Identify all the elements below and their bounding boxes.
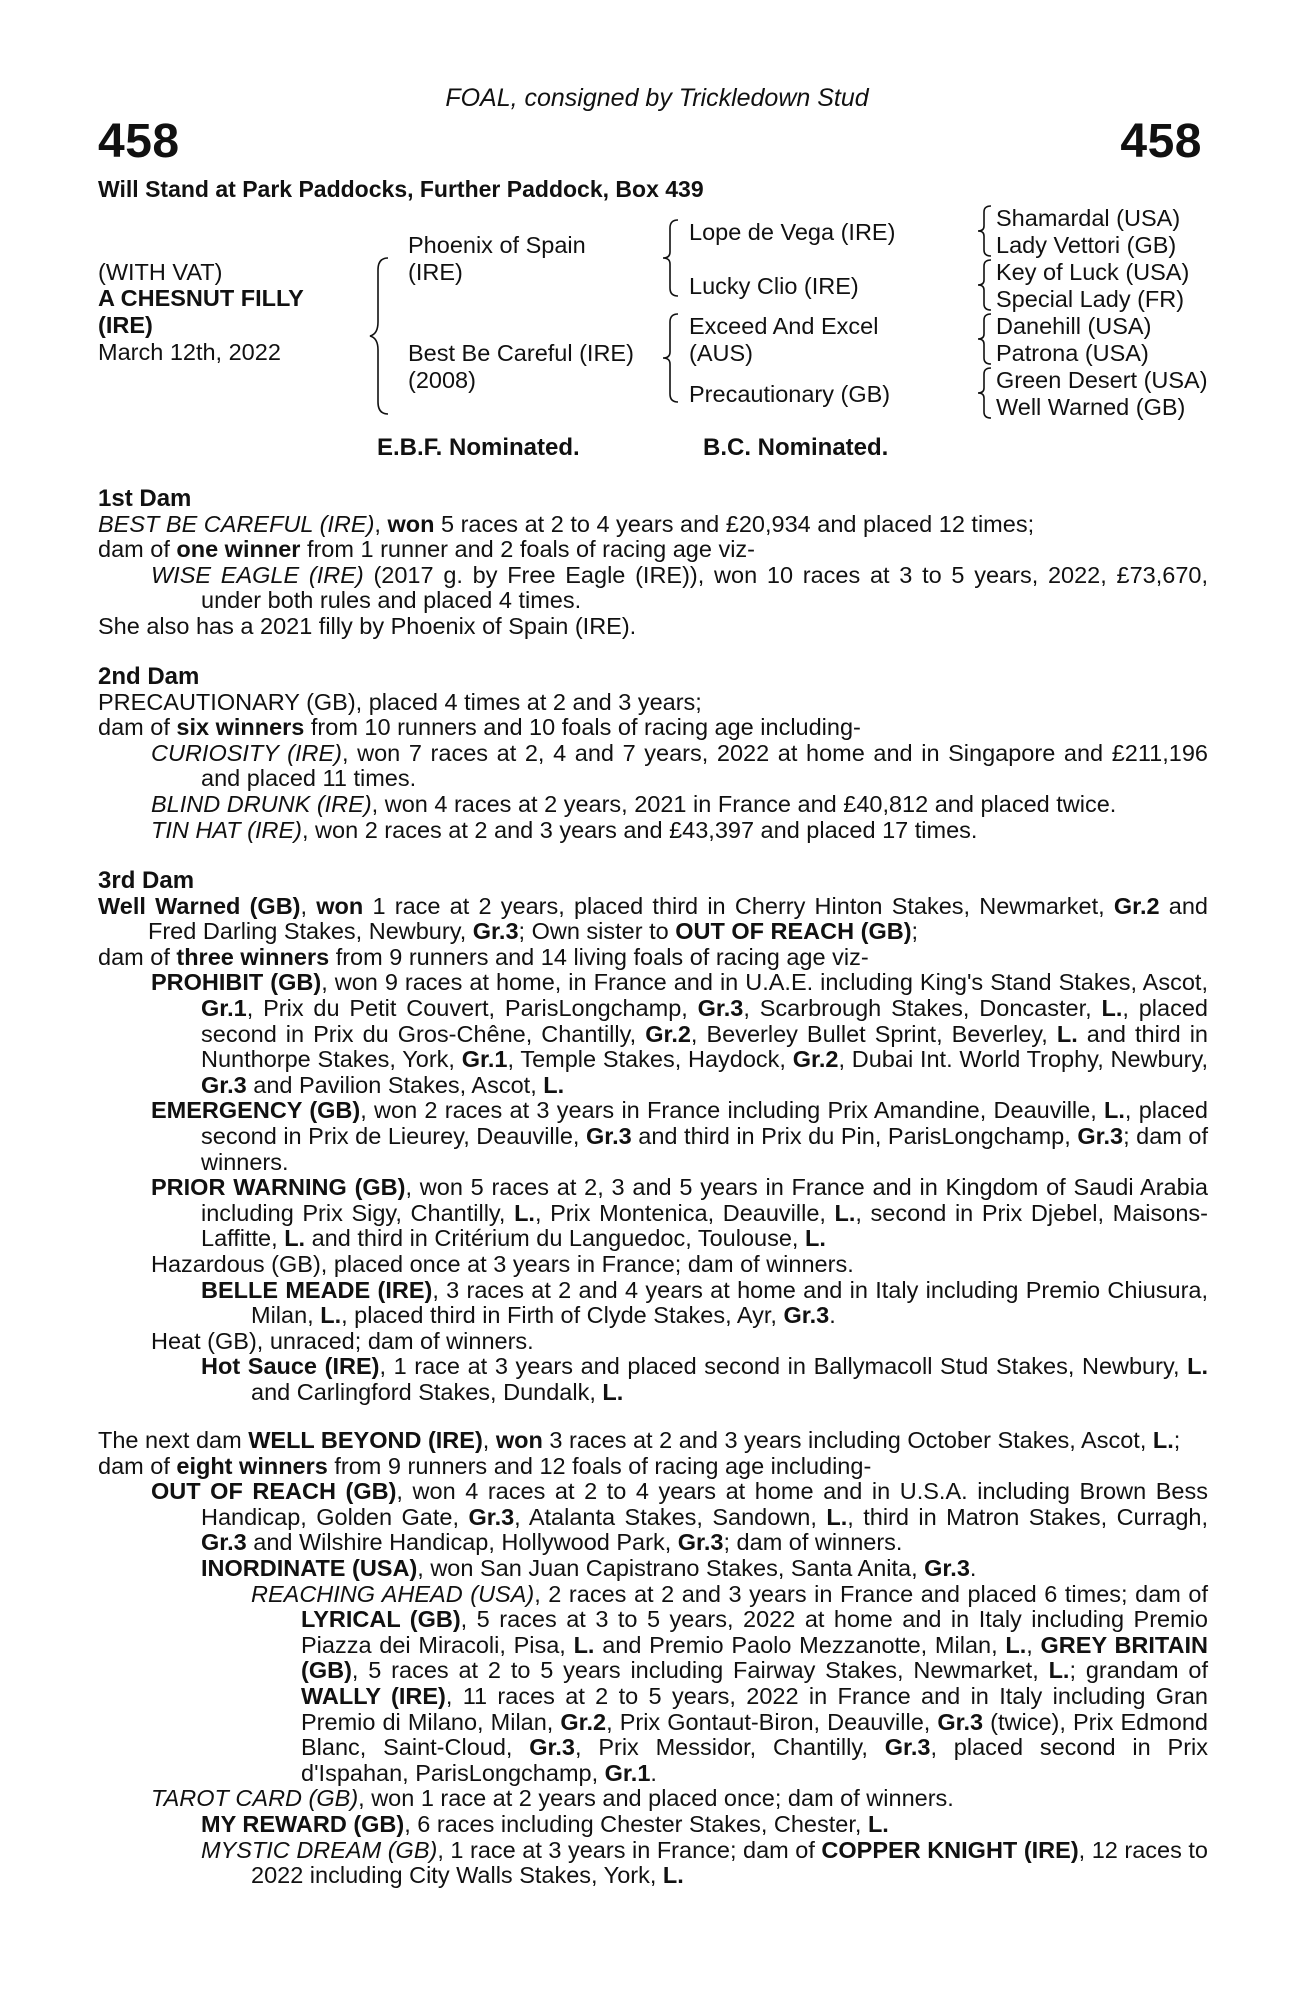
brace-sd <box>975 258 995 312</box>
third-dam-produce-item: PROHIBIT (GB), won 9 races at home, in France and in U.A.E. including King's Stand Stakes, Ascot, Gr.1, Prix du Petit Couvert, ParisLongchamp, Gr.3, Scarbrough Stakes, Doncaster, L., placed second in Prix du Gros-Chêne, Chantilly, Gr.2, Beverley Bullet Sprint, Beverley, L. and third in Nunthorpe Stakes, York, Gr.1, Temple Stakes, Haydock, Gr.2, Dubai Int. World Trophy, Newbury, Gr.3 and Pavilion Stakes, Ascot, L. <box>151 969 1209 1098</box>
next-dam-line: The next dam WELL BEYOND (IRE), won 3 races at 2 and 3 years including October Stakes, Ascot, L.; <box>98 1427 1181 1453</box>
brace-ss <box>975 204 995 258</box>
next-dam-section <box>98 1428 1208 1889</box>
lot-number-left: 458 <box>98 115 180 168</box>
foaling-date: March 12th, 2022 <box>98 339 281 365</box>
next-dam-grandproduce-item: REACHING AHEAD (USA), 2 races at 2 and 3 years in France and placed 6 times; dam of LYRICAL (GB), 5 races at 3 to 5 years, 2022 at home and in Italy including Premio Piazza dei Miracoli, Pisa, L. and Premio Paolo Mezzanotte, Milan, L., GREY BRITAIN (GB), 5 races at 2 to 5 years including Fairway Stakes, Newmarket, L.; grandam of WALLY (IRE), 11 races at 2 to 5 years, 2022 in France and in Italy including Gran Premio di Milano, Milan, Gr.2, Prix Gontaut-Biron, Deauville, Gr.3 (twice), Prix Edmond Blanc, Saint-Cloud, Gr.3, Prix Messidor, Chantilly, Gr.3, placed second in Prix d'Ispahan, ParisLongchamp, Gr.1. <box>251 1580 1209 1786</box>
dam-year: (2008) <box>408 367 476 393</box>
sire-sire: Lope de Vega (IRE) <box>689 219 896 245</box>
third-dam-grandproduce-item: BELLE MEADE (IRE), 3 races at 2 and 4 years at home and in Italy including Premio Chiusura, Milan, L., placed third in Firth of Clyde Stakes, Ayr, Gr.3. <box>201 1276 1209 1329</box>
next-dam-grandproduce-item: INORDINATE (USA), won San Juan Capistrano Stakes, Santa Anita, Gr.3. <box>201 1554 977 1581</box>
second-dam-produce-item: CURIOSITY (IRE), won 7 races at 2, 4 and 7 years, 2022 at home and in Singapore and £211,196 and placed 11 times. <box>151 739 1208 792</box>
third-dam-produce-item: EMERGENCY (GB), won 2 races at 3 years in France including Prix Amandine, Deauville, L., placed second in Prix de Lieurey, Deauville, Gr.3 and third in Prix du Pin, ParisLongchamp, Gr.3; dam of winners. <box>151 1097 1208 1175</box>
sire-dam-dam: Special Lady (FR) <box>996 286 1185 312</box>
second-dam-section <box>98 664 1208 843</box>
third-dam-produce-item: Hazardous (GB), placed once at 3 years in France; dam of winners. <box>151 1250 854 1277</box>
subject-name: A CHESNUT FILLY <box>98 285 304 311</box>
consignment-line: FOAL, consigned by Trickledown Stud <box>445 84 869 112</box>
next-dam-grandproduce-item: MYSTIC DREAM (GB), 1 race at 3 years in France; dam of COPPER KNIGHT (IRE), 12 races to 2022 including City Walls Stakes, York, L. <box>201 1836 1208 1889</box>
third-dam-produce-item: Heat (GB), unraced; dam of winners. <box>151 1327 534 1354</box>
sire-sire-dam: Lady Vettori (GB) <box>996 232 1177 258</box>
dam-dam-dam: Well Warned (GB) <box>996 394 1186 420</box>
first-dam-heading: 1st Dam <box>98 485 192 512</box>
third-dam-produce-summary: dam of three winners from 9 runners and 14 living foals of racing age viz- <box>98 943 869 970</box>
vat-note: (WITH VAT) <box>98 259 223 285</box>
dam-dam: Precautionary (GB) <box>689 381 891 407</box>
ebf-nomination: E.B.F. Nominated. <box>377 434 580 461</box>
sire-origin: (IRE) <box>408 259 463 285</box>
sire-name: Phoenix of Spain <box>408 232 586 258</box>
dam-sire-sire: Danehill (USA) <box>996 313 1152 339</box>
next-dam-produce-item: OUT OF REACH (GB), won 4 races at 2 to 4 years at home and in U.S.A. including Brown Bess Handicap, Golden Gate, Gr.3, Atalanta Stakes, Sandown, L., third in Matron Stakes, Curragh, Gr.3 and Wilshire Handicap, Hollywood Park, Gr.3; dam of winners. <box>151 1478 1208 1556</box>
second-dam-heading: 2nd Dam <box>98 663 200 690</box>
second-dam-produce-item: TIN HAT (IRE), won 2 races at 2 and 3 years and £43,397 and placed 17 times. <box>151 816 978 843</box>
brace-sire <box>660 218 682 298</box>
brace-main <box>368 256 392 416</box>
first-dam-produce-item: WISE EAGLE (IRE) (2017 g. by Free Eagle (IRE)), won 10 races at 3 to 5 years, 2022, £73,670, under both rules and placed 4 times. <box>151 561 1208 614</box>
third-dam-section <box>98 868 1208 1405</box>
dam-sire-dam: Patrona (USA) <box>996 340 1149 366</box>
stand-location: Will Stand at Park Paddocks, Further Paddock, Box 439 <box>98 176 704 202</box>
third-dam-heading: 3rd Dam <box>98 867 195 894</box>
sire-sire-sire: Shamardal (USA) <box>996 205 1181 231</box>
third-dam-grandproduce-item: Hot Sauce (IRE), 1 race at 3 years and placed second in Ballymacoll Stud Stakes, Newbury, L. and Carlingford Stakes, Dundalk, L. <box>201 1353 1208 1405</box>
subject-name-suffix: (IRE) <box>98 312 153 338</box>
sire-dam-sire: Key of Luck (USA) <box>996 259 1190 285</box>
second-dam-line: PRECAUTIONARY (GB), placed 4 times at 2 and 3 years; <box>98 688 702 715</box>
brace-dd <box>975 366 995 420</box>
dam-dam-sire: Green Desert (USA) <box>996 367 1208 393</box>
lot-number-right: 458 <box>1120 115 1202 168</box>
dam-sire: Exceed And Excel <box>689 313 879 339</box>
next-dam-produce-item: TAROT CARD (GB), won 1 race at 2 years and placed once; dam of winners. <box>151 1785 954 1812</box>
dam-name: Best Be Careful (IRE) <box>408 340 634 366</box>
sire-dam: Lucky Clio (IRE) <box>689 273 859 299</box>
third-dam-line: Well Warned (GB), won 1 race at 2 years, placed third in Cherry Hinton Stakes, Newmarket, Gr.2 and Fred Darling Stakes, Newbury, Gr.3; Own sister to OUT OF REACH (GB); <box>98 892 1208 945</box>
first-dam-produce-summary: dam of one winner from 1 runner and 2 foals of racing age viz- <box>98 536 755 563</box>
next-dam-produce-summary: dam of eight winners from 9 runners and 12 foals of racing age including- <box>98 1452 872 1479</box>
first-dam-section <box>98 486 1208 640</box>
next-dam-grandproduce-item: MY REWARD (GB), 6 races including Chester Stakes, Chester, L. <box>201 1810 889 1837</box>
third-dam-produce-item: PRIOR WARNING (GB), won 5 races at 2, 3 and 5 years in France and in Kingdom of Saudi Arabia including Prix Sigy, Chantilly, L., Prix Montenica, Deauville, L., second in Prix Djebel, Maisons-Laffitte, L. and third in Critérium du Languedoc, Toulouse, L. <box>151 1174 1208 1252</box>
brace-ds <box>975 312 995 366</box>
second-dam-produce-item: BLIND DRUNK (IRE), won 4 races at 2 years, 2021 in France and £40,812 and placed twice. <box>151 790 1117 817</box>
dam-sire-origin: (AUS) <box>689 340 753 366</box>
first-dam-line: BEST BE CAREFUL (IRE), won 5 races at 2 to 4 years and £20,934 and placed 12 times; <box>98 510 1035 537</box>
brace-dam <box>660 312 682 404</box>
first-dam-note: She also has a 2021 filly by Phoenix of Spain (IRE). <box>98 612 637 639</box>
bc-nomination: B.C. Nominated. <box>703 434 889 461</box>
second-dam-produce-summary: dam of six winners from 10 runners and 10 foals of racing age including- <box>98 714 861 741</box>
